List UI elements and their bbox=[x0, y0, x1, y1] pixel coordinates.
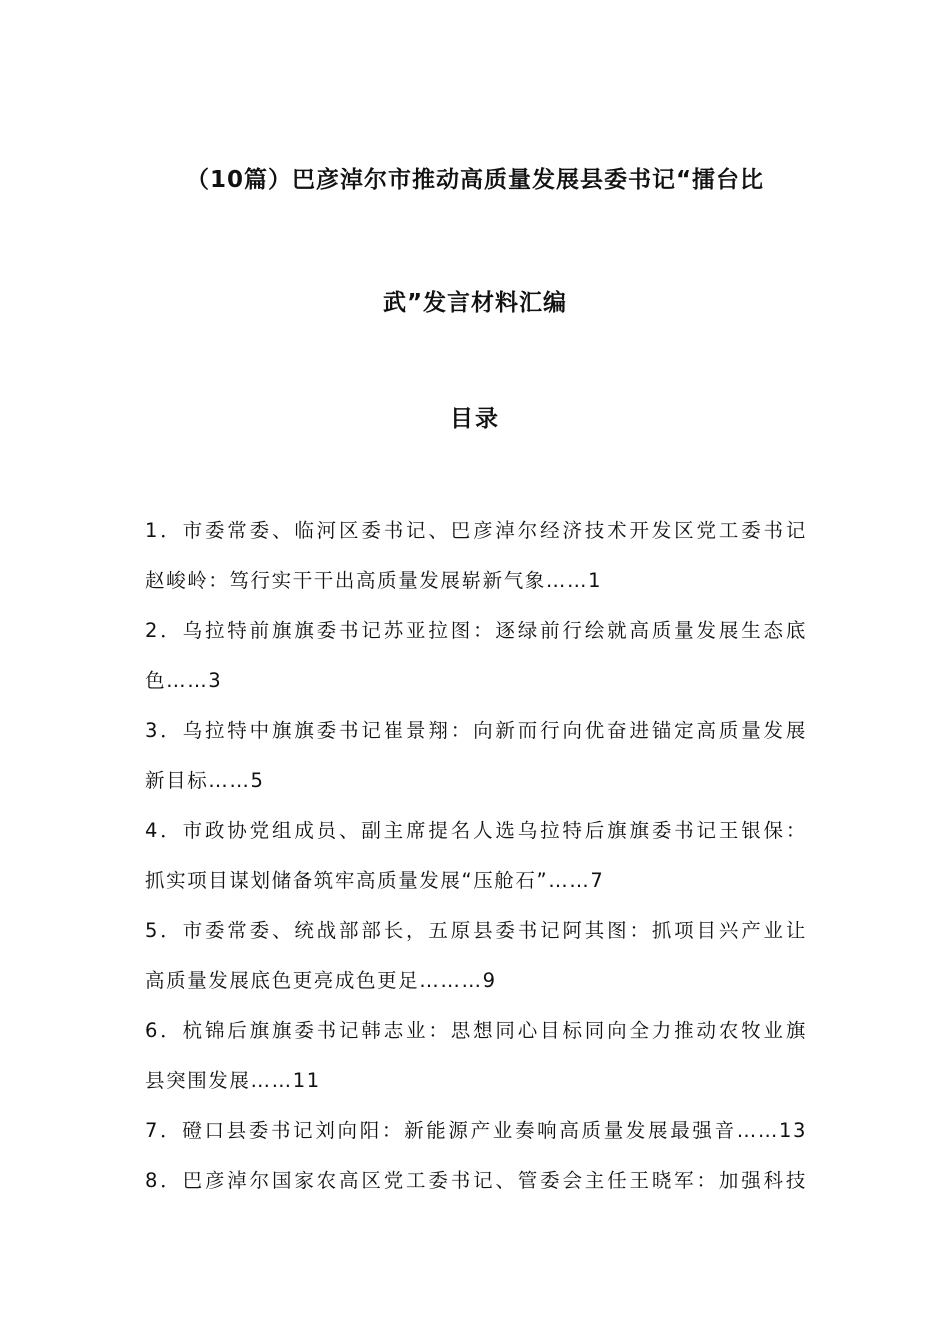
toc-entry-text: 8．巴彦淖尔国家农高区党工委书记、管委会主任王晓军：加强科技 bbox=[145, 1169, 807, 1192]
document-title-line-2: 武”发言材料汇编 bbox=[382, 290, 568, 316]
toc-entry-text: 1．市委常委、临河区委书记、巴彦淖尔经济技术开发区党工委书记 bbox=[145, 519, 807, 542]
toc-entry-text: 高质量发展底色更亮成色更足………9 bbox=[145, 969, 497, 992]
toc-entry-text: 3．乌拉特中旗旗委书记崔景翔：向新而行向优奋进锚定高质量发展 bbox=[145, 719, 807, 742]
document-title-line-1: （10篇）巴彦淖尔市推动高质量发展县委书记“擂台比 bbox=[185, 167, 765, 193]
toc-entry-text: 县突围发展……11 bbox=[145, 1069, 321, 1092]
toc-entry-8[interactable] bbox=[145, 1163, 807, 1213]
toc-entry-5[interactable] bbox=[145, 913, 807, 1013]
toc-entry-text: 抓实项目谋划储备筑牢高质量发展“压舱石”……7 bbox=[145, 869, 605, 892]
toc-entry-4[interactable] bbox=[145, 813, 807, 913]
toc-entry-text: 新目标……5 bbox=[145, 769, 265, 792]
table-of-contents bbox=[145, 513, 807, 1213]
toc-entry-text: 4．市政协党组成员、副主席提名人选乌拉特后旗旗委书记王银保： bbox=[145, 819, 807, 842]
toc-heading: 目录 bbox=[450, 406, 500, 432]
toc-entry-2[interactable] bbox=[145, 613, 807, 713]
toc-entry-text: 7．磴口县委书记刘向阳：新能源产业奏响高质量发展最强音……13 bbox=[145, 1119, 807, 1142]
toc-entry-text: 2．乌拉特前旗旗委书记苏亚拉图：逐绿前行绘就高质量发展生态底 bbox=[145, 619, 807, 642]
toc-entry-text: 5．市委常委、统战部部长，五原县委书记阿其图：抓项目兴产业让 bbox=[145, 919, 807, 942]
toc-entry-6[interactable] bbox=[145, 1013, 807, 1113]
toc-entry-text: 6．杭锦后旗旗委书记韩志业：思想同心目标同向全力推动农牧业旗 bbox=[145, 1019, 807, 1042]
toc-entry-text: 色……3 bbox=[145, 669, 223, 692]
toc-entry-3[interactable] bbox=[145, 713, 807, 813]
toc-entry-7[interactable] bbox=[145, 1113, 807, 1163]
toc-entry-text: 赵峻岭：笃行实干干出高质量发展崭新气象……1 bbox=[145, 569, 603, 592]
toc-entry-1[interactable] bbox=[145, 513, 807, 613]
